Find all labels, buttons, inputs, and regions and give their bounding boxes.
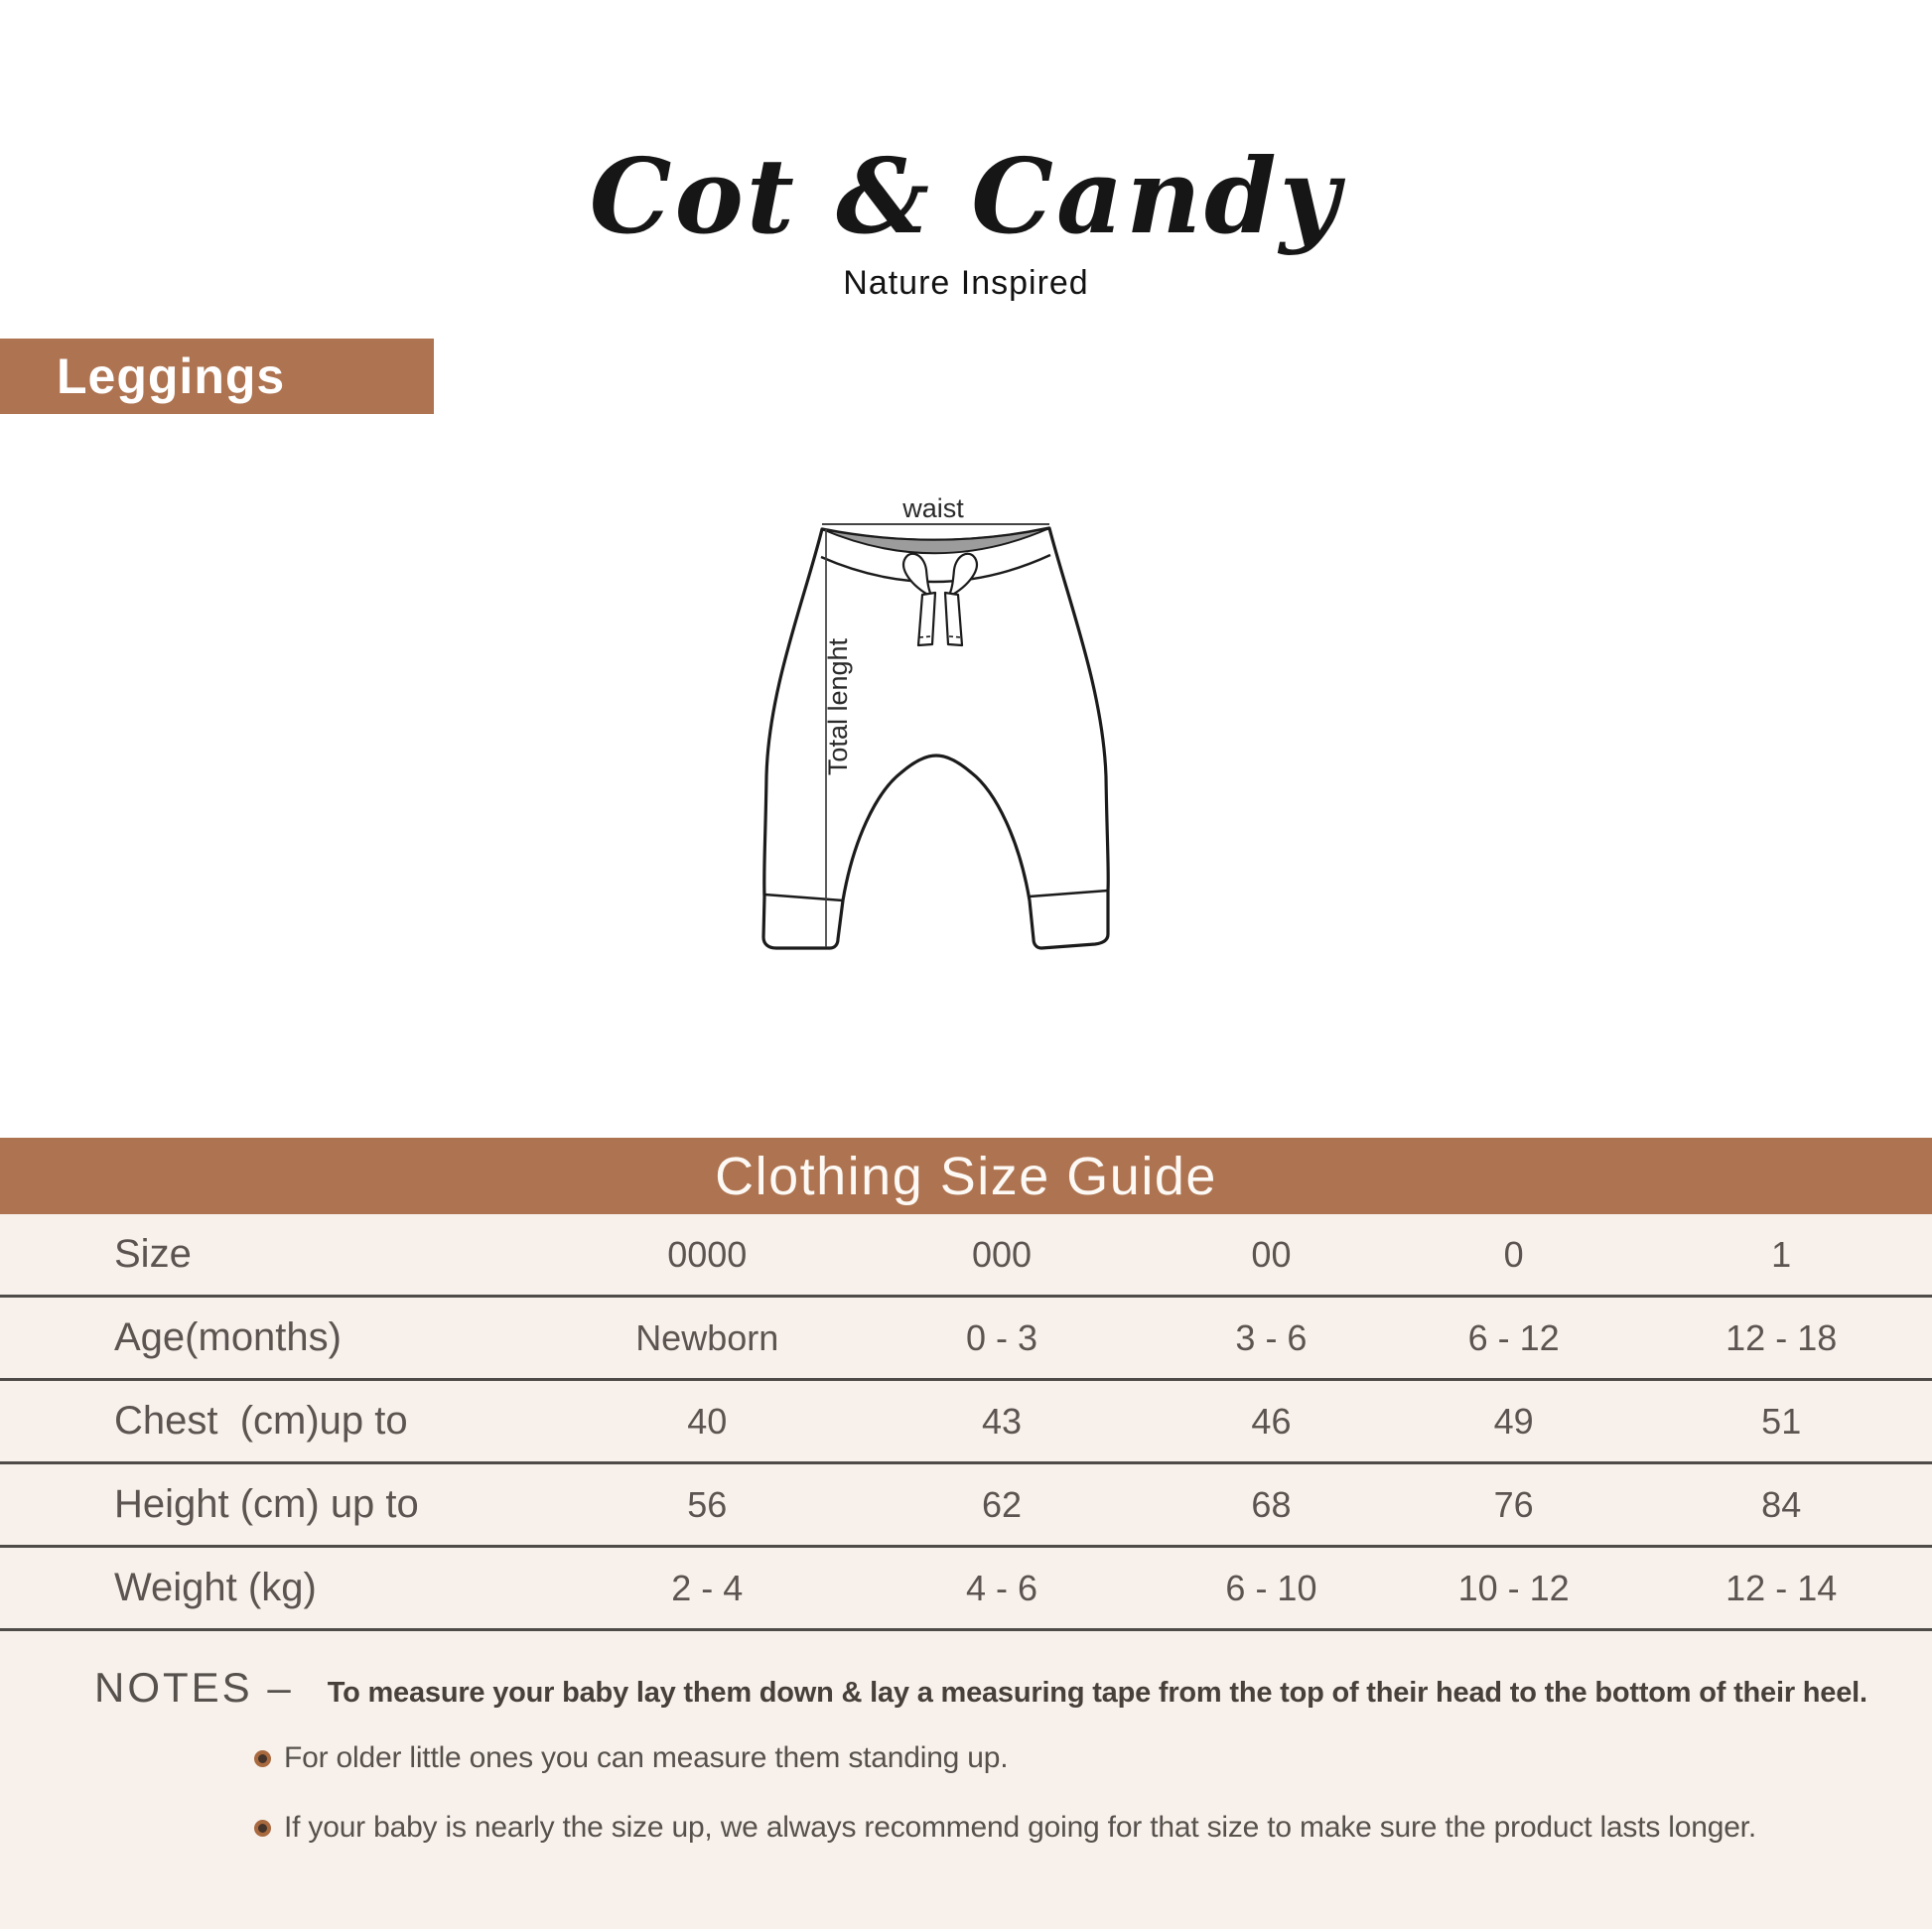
bullet-icon xyxy=(254,1750,271,1767)
table-row xyxy=(0,1380,1932,1463)
notes-header xyxy=(94,1664,1867,1712)
size-guide-table xyxy=(0,1214,1932,1631)
cell: 0 - 3 xyxy=(858,1297,1146,1380)
cell: 6 - 10 xyxy=(1146,1547,1397,1630)
cell: 000 xyxy=(858,1214,1146,1297)
brand-block xyxy=(0,127,1932,303)
row-label: Height (cm) up to xyxy=(0,1463,556,1547)
cell: 12 - 14 xyxy=(1630,1547,1932,1630)
size-guide-title: Clothing Size Guide xyxy=(715,1146,1217,1206)
size-guide-header xyxy=(0,1138,1932,1214)
table-row xyxy=(0,1214,1932,1297)
cell: 2 - 4 xyxy=(556,1547,858,1630)
cell: 0 xyxy=(1397,1214,1630,1297)
table-row xyxy=(0,1547,1932,1630)
total-length-label: Total lenght xyxy=(823,637,853,776)
table-row xyxy=(0,1463,1932,1547)
cell: 46 xyxy=(1146,1380,1397,1463)
cell: 84 xyxy=(1630,1463,1932,1547)
cell: 1 xyxy=(1630,1214,1932,1297)
cell: 40 xyxy=(556,1380,858,1463)
cell: 4 - 6 xyxy=(858,1547,1146,1630)
row-label: Size xyxy=(0,1214,556,1297)
waist-measurement-label: waist xyxy=(902,493,964,523)
cell: 68 xyxy=(1146,1463,1397,1547)
pants-outline xyxy=(763,528,1108,948)
product-label-bar xyxy=(0,339,434,414)
notes-label: NOTES – xyxy=(94,1664,294,1711)
brand-tagline: Nature Inspired xyxy=(843,264,1089,303)
table-row xyxy=(0,1297,1932,1380)
row-label: Chest (cm)up to xyxy=(0,1380,556,1463)
bullet-icon xyxy=(254,1820,271,1837)
brand-logo: Cot & Candy xyxy=(589,135,1343,257)
leggings-diagram xyxy=(725,477,1221,1033)
note-item xyxy=(254,1741,1008,1775)
cell: 6 - 12 xyxy=(1397,1297,1630,1380)
note-text: For older little ones you can measure them standing up. xyxy=(284,1741,1009,1774)
cell: 43 xyxy=(858,1380,1146,1463)
cell: 51 xyxy=(1630,1380,1932,1463)
row-label: Age(months) xyxy=(0,1297,556,1380)
cell: 62 xyxy=(858,1463,1146,1547)
cell: 00 xyxy=(1146,1214,1397,1297)
cell: 3 - 6 xyxy=(1146,1297,1397,1380)
cell: 76 xyxy=(1397,1463,1630,1547)
cell: 56 xyxy=(556,1463,858,1547)
cell: 10 - 12 xyxy=(1397,1547,1630,1630)
cell: 49 xyxy=(1397,1380,1630,1463)
product-label: Leggings xyxy=(57,348,286,404)
notes-headline: To measure your baby lay them down & lay a measuring tape from the top of their head to the bottom of their heel. xyxy=(327,1677,1867,1709)
cell: 12 - 18 xyxy=(1630,1297,1932,1380)
note-item xyxy=(254,1811,1756,1845)
cell: 0000 xyxy=(556,1214,858,1297)
note-text: If your baby is nearly the size up, we always recommend going for that size to make sure the product lasts longer. xyxy=(284,1811,1756,1844)
cell: Newborn xyxy=(556,1297,858,1380)
row-label: Weight (kg) xyxy=(0,1547,556,1630)
